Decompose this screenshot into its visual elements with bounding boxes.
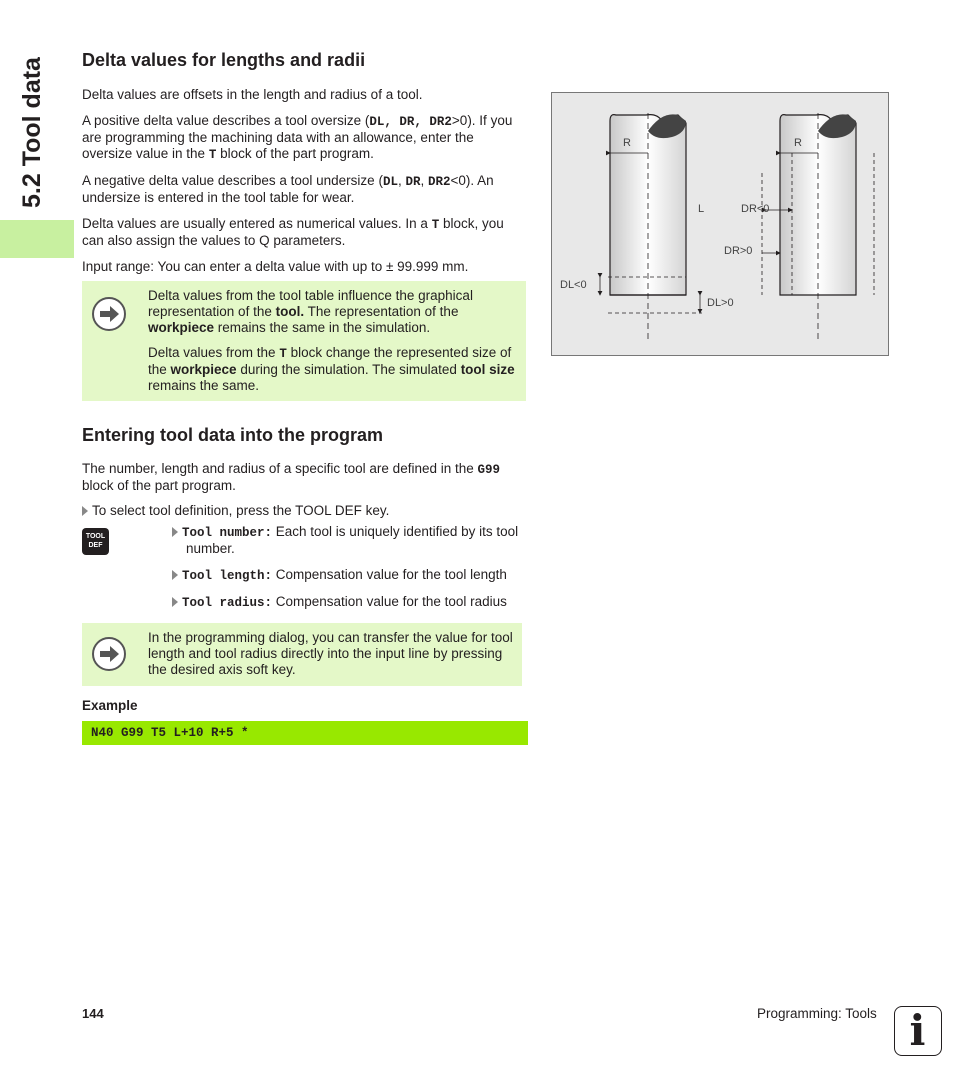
label-r-right: R — [794, 137, 802, 149]
paragraph: Delta values are offsets in the length and radius of a tool. — [82, 87, 423, 102]
paragraph: The number, length and radius of a specific tool are defined in the G99 block of the part program. — [82, 461, 501, 493]
tool-diagram — [552, 93, 888, 355]
paragraph: A negative delta value describes a tool undersize (DL, DR, DR2<0). An undersize is entered in the tool table for wear. — [82, 173, 494, 205]
item-arrow-icon — [172, 597, 178, 607]
example-code-bar — [82, 721, 528, 745]
note-text: Delta values from the tool table influence the graphical representation of the tool. The representation of the workpiece remains the same in the simulation. — [148, 288, 473, 335]
section-heading-delta: Delta values for lengths and radii — [82, 50, 366, 70]
list-item: Tool number: Each tool is uniquely identified by its tool number. — [172, 524, 528, 557]
label-dr-neg: DR<0 — [741, 203, 770, 215]
tool-items-list — [172, 524, 528, 611]
step-arrow-icon — [82, 506, 88, 516]
section1-body — [82, 87, 527, 275]
chapter-tab-marker — [0, 220, 74, 258]
page-number: 144 — [82, 1006, 104, 1021]
label-dl-neg: DL<0 — [560, 279, 587, 291]
right-tool — [762, 113, 874, 343]
step-text: To select tool definition, press the TOOL DEF key. — [82, 503, 527, 519]
section-heading-entering: Entering tool data into the program — [82, 425, 383, 445]
paragraph: Input range: You can enter a delta value with up to ± 99.999 mm. — [82, 259, 469, 274]
label-dl-pos: DL>0 — [707, 297, 734, 309]
note-text: In the programming dialog, you can transfer the value for tool length and tool radius directly into the input line by pressing the desired axis soft key. — [148, 630, 513, 677]
note-box — [82, 623, 522, 686]
tool-def-key[interactable]: TOOL DEF — [82, 528, 109, 555]
arrow-right-icon — [92, 637, 126, 671]
example-label: Example — [82, 698, 138, 713]
paragraph: A positive delta value describes a tool oversize (DL, DR, DR2>0). If you are programming the machining data with an allowance, enter the oversize value in the T block of the part program. — [82, 113, 513, 162]
paragraph: Delta values are usually entered as numerical values. In a T block, you can also assign the values to Q parameters. — [82, 216, 504, 248]
left-tool — [600, 113, 705, 343]
arrow-right-icon — [92, 297, 126, 331]
footer-section-title: Programming: Tools — [757, 1006, 877, 1021]
list-item: Tool radius: Compensation value for the tool radius — [172, 594, 528, 611]
label-l: L — [698, 203, 705, 215]
list-item: Tool length: Compensation value for the tool length — [172, 567, 528, 584]
label-r-left: R — [623, 137, 631, 149]
info-icon: i — [894, 1006, 942, 1056]
example-code: N40 G99 T5 L+10 R+5 * — [91, 726, 249, 740]
note-text: Delta values from the T block change the represented size of the workpiece during the simulation. The simulated tool size remains the same. — [148, 345, 515, 393]
item-arrow-icon — [172, 527, 178, 537]
delta-values-figure — [551, 92, 889, 356]
item-arrow-icon — [172, 570, 178, 580]
label-dr-pos: DR>0 — [724, 245, 753, 257]
note-box — [82, 281, 526, 401]
